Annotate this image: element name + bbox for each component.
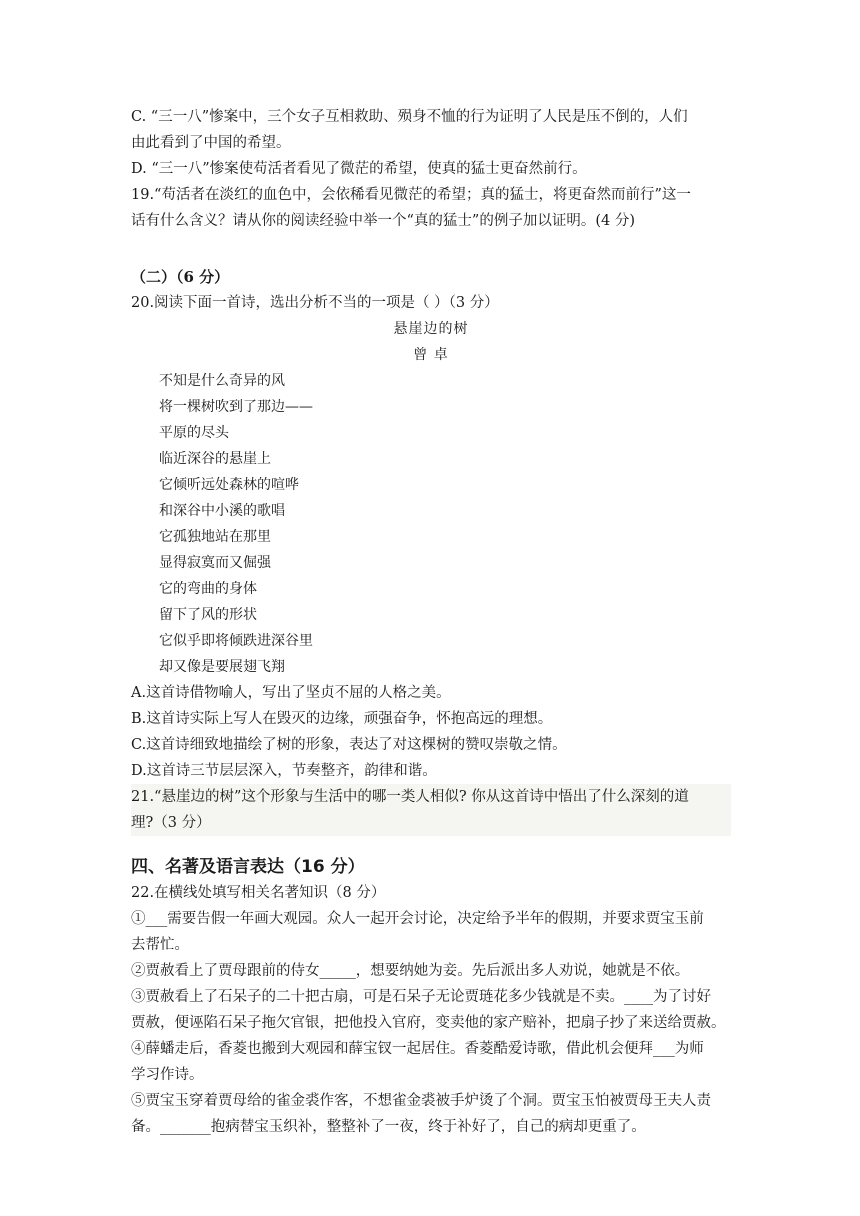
q20-prompt: 20.阅读下面一首诗，选出分析不当的一项是（ ）（3 分）: [131, 295, 499, 311]
q21-line2: 理?（3 分）: [131, 815, 211, 831]
poem-line: 它的弯曲的身体: [159, 581, 257, 597]
q20-option-a: A.这首诗借物喻人，写出了坚贞不屈的人格之美。: [131, 685, 451, 701]
q21-line1: 21.“悬崖边的树”这个形象与生活中的哪一类人相似? 你从这首诗中悟出了什么深刻的道: [131, 789, 689, 805]
q20-option-b: B.这首诗实际上写人在毁灭的边缘，顽强奋争，怀抱高远的理想。: [131, 711, 553, 727]
poem-line: 不知是什么奇异的风: [159, 373, 285, 389]
q22-item3-line1: ③贾赦看上了石呆子的二十把古扇，可是石呆子无论贾琏花多少钱就是不卖。____为了讨好: [131, 989, 711, 1005]
poem-line: 显得寂寞而又倔强: [159, 555, 271, 571]
q18-option-d: D. “三一八”惨案使苟活者看见了微茫的希望，使真的猛士更奋然前行。: [131, 161, 587, 177]
q22-item5-line1: ⑤贾宝玉穿着贾母给的雀金裘作客，不想雀金裘被手炉烫了个洞。贾宝玉怕被贾母王夫人责: [131, 1093, 711, 1109]
q22-prompt: 22.在横线处填写相关名著知识（8 分）: [131, 885, 386, 901]
q22-item1-line1: ①___需要告假一年画大观园。众人一起开会讨论，决定给予半年的假期，并要求贾宝玉前: [131, 911, 704, 927]
q20-option-d: D.这首诗三节层层深入，节奏整齐，韵律和谐。: [131, 763, 437, 779]
poem-author: 曾 卓: [413, 347, 449, 363]
q22-item3-line2: 贾赦，便诬陷石呆子拖欠官银，把他投入官府，变卖他的家产赔补，把扇子抄了来送给贾赦。: [131, 1015, 726, 1031]
q19-line2: 话有什么含义？请从你的阅读经验中举一个“真的猛士”的例子加以证明。(4 分): [131, 213, 635, 229]
poem-line: 临近深谷的悬崖上: [159, 451, 271, 467]
poem-line: 它倾听远处森林的喧哗: [159, 477, 299, 493]
poem-line: 将一棵树吹到了那边——: [159, 399, 313, 415]
section4-heading: 四、名著及语言表达（16 分）: [131, 857, 365, 877]
poem-line: 留下了风的形状: [159, 607, 257, 623]
poem-line: 平原的尽头: [159, 425, 229, 441]
q18-option-c-line1: C. “三一八”惨案中，三个女子互相救助、殒身不恤的行为证明了人民是压不倒的，人们: [131, 109, 688, 125]
q22-item2: ②贾赦看上了贾母跟前的侍女_____，想要纳她为妾。先后派出多人劝说，她就是不依。: [131, 963, 690, 979]
q21-block: [131, 784, 731, 836]
q22-item4-line2: 学习作诗。: [131, 1067, 204, 1083]
q22-item1-line2: 去帮忙。: [131, 937, 189, 953]
q22-item4-line1: ④薛蟠走后，香菱也搬到大观园和薛宝钗一起居住。香菱酷爱诗歌，借此机会便拜___为师: [131, 1041, 704, 1057]
section2-heading: （二）（6 分）: [131, 268, 230, 286]
poem-line: 它似乎即将倾跌进深谷里: [159, 633, 313, 649]
q20-option-c: C.这首诗细致地描绘了树的形象，表达了对这棵树的赞叹崇敬之情。: [131, 737, 567, 753]
page-content: [131, 104, 731, 1140]
poem-line: 和深谷中小溪的歌唱: [159, 503, 285, 519]
poem-body: [131, 368, 731, 680]
q18-option-c-line2: 由此看到了中国的希望。: [131, 135, 291, 151]
poem-title: 悬崖边的树: [393, 321, 469, 337]
poem-line: 却又像是要展翅飞翔: [159, 659, 285, 675]
q19-line1: 19.“苟活者在淡红的血色中，会依稀看见微茫的希望；真的猛士，将更奋然而前行”这一: [131, 187, 691, 203]
q22-item5-line2: 备。_______抱病替宝玉织补，整整补了一夜，终于补好了，自己的病却更重了。: [131, 1119, 646, 1135]
poem-line: 它孤独地站在那里: [159, 529, 271, 545]
